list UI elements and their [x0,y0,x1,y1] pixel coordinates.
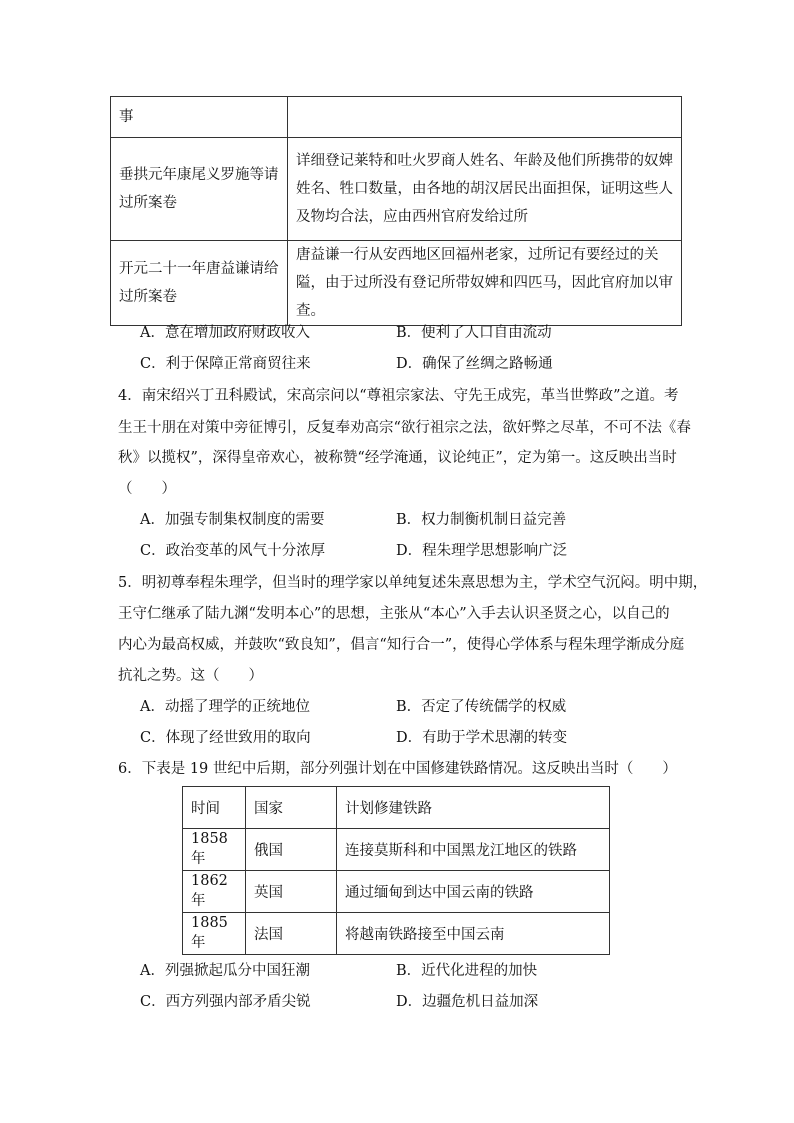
table-cell: 连接莫斯科和中国黑龙江地区的铁路 [337,829,610,871]
table-row [183,829,610,871]
q4-stem-line: 生王十朋在对策中旁征博引，反复奉劝高宗“欲行祖宗之法，欲奸弊之尽革，不可不法《春 [118,420,691,436]
q6-option-d: D．边疆危机日益加深 [396,994,539,1010]
table-header-cell: 国家 [246,787,337,829]
q4-option-c: C．政治变革的风气十分浓厚 [140,543,326,559]
table-cell [288,97,682,138]
table-row [183,913,610,955]
table-cell: 详细登记莱特和吐火罗商人姓名、年龄及他们所携带的奴婢姓名、牲口数量，由各地的胡汉居民出面担保，证明这些人及物均合法，应由西州官府发给过所 [288,138,682,241]
table-cell: 俄国 [246,829,337,871]
table-cell: 事 [111,97,288,138]
table-header-row [183,787,610,829]
q5-stem-line: 内心为最高权威，并鼓吹“致良知”，倡言“知行合一”，使得心学体系与程朱理学渐成分庭 [118,637,685,653]
q3-option-a: A．意在增加政府财政收入 [140,325,310,341]
table-row [111,97,682,138]
q5-option-a: A．动摇了理学的正统地位 [140,699,310,715]
table-cell: 唐益谦一行从安西地区回福州老家，过所记有要经过的关隘，由于过所没有登记所带奴婢和四匹马，因此官府加以审查。 [288,241,682,326]
q3-option-c: C．利于保障正常商贸往来 [140,356,311,372]
table-cell: 1885 年 [183,913,246,955]
q4-option-d: D．程朱理学思想影响广泛 [396,543,568,559]
table-cell: 通过缅甸到达中国云南的铁路 [337,871,610,913]
q3-option-b: B．便利了人口自由流动 [396,325,552,341]
table-row [183,871,610,913]
q6-option-a: A．列强掀起瓜分中国狂潮 [140,963,310,979]
q4-stem-line: （ ） [118,481,176,497]
table-header-cell: 时间 [183,787,246,829]
table-cell: 法国 [246,913,337,955]
q5-stem-line: 抗礼之势。这（ ） [118,668,263,684]
railway-plan-table [182,786,610,955]
table-row [111,138,682,241]
q4-option-a: A．加强专制集权制度的需要 [140,512,325,528]
q6-option-c: C．西方列强内部矛盾尖锐 [140,994,311,1010]
q6-option-b: B．近代化进程的加快 [396,963,538,979]
table-cell: 英国 [246,871,337,913]
table-cell: 1858 年 [183,829,246,871]
pass-records-table [110,96,682,326]
table-cell: 将越南铁路接至中国云南 [337,913,610,955]
q4-stem-line: 秋》以揽权”，深得皇帝欢心，被称赞“经学淹通，议论纯正”，定为第一。这反映出当时 [118,450,677,466]
table-cell: 开元二十一年唐益谦请给过所案卷 [111,241,288,326]
q5-option-b: B．否定了传统儒学的权威 [396,699,567,715]
table-row [111,241,682,326]
q3-option-d: D．确保了丝绸之路畅通 [396,356,553,372]
q5-stem-line: 王守仁继承了陆九渊“发明本心”的思想，主张从“本心”入手去认识圣贤之心，以自己的 [118,606,670,622]
q4-option-b: B．权力制衡机制日益完善 [396,512,567,528]
q5-stem-line: 5．明初尊奉程朱理学，但当时的理学家以单纯复述朱熹思想为主，学术空气沉闷。明中期， [118,575,708,591]
table-cell: 1862 年 [183,871,246,913]
q5-option-c: C．体现了经世致用的取向 [140,730,311,746]
q5-option-d: D．有助于学术思潮的转变 [396,730,568,746]
q4-stem-line: 4．南宋绍兴丁丑科殿试，宋高宗问以“尊祖宗家法、守先王成宪，革当世弊政”之道。考 [118,388,679,404]
q6-stem: 6．下表是 19 世纪中后期，部分列强计划在中国修建铁路情况。这反映出当时（ ） [118,761,677,777]
table-cell: 垂拱元年康尾义罗施等请过所案卷 [111,138,288,241]
table-header-cell: 计划修建铁路 [337,787,610,829]
